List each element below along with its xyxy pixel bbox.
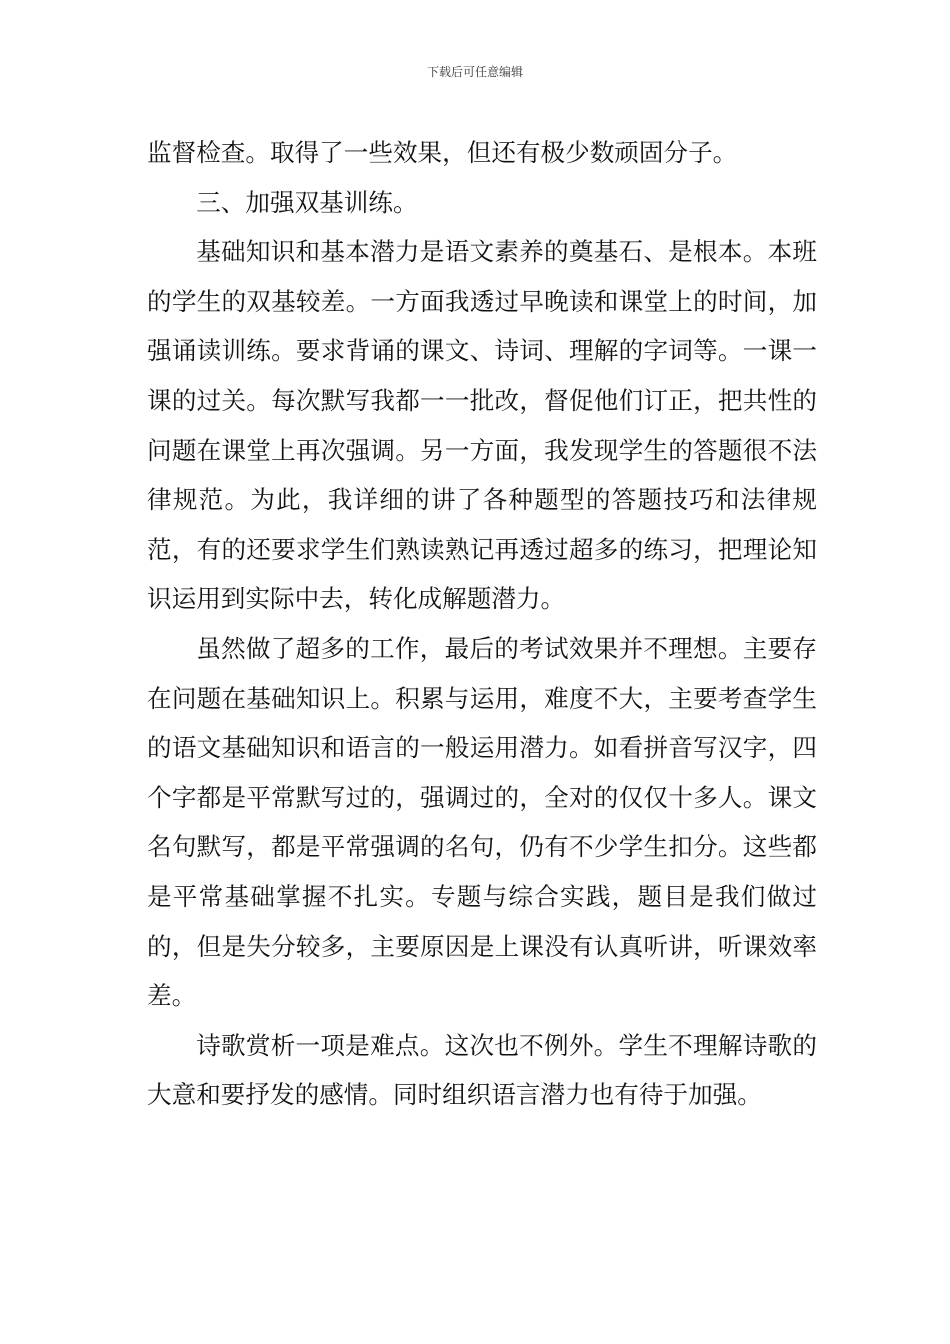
page-header: 下载后可任意编辑 xyxy=(426,65,523,79)
paragraph-3: 虽然做了超多的工作，最后的考试效果并不理想。主要存在问题在基础知识上。积累与运用，难度不大，主要考查学生的语文基础知识和语言的一般运用潜力。如看拼音写汉字，四个字都是平常默写过的，强调过的，全对的仅仅十多人。课文名句默写，都是平常强调的名句，仍有不少学生扣分。这些都是平常基础掌握不扎实。专题与综合实践，题目是我们做过的，但是失分较多，主要原因是上课没有认真听讲，听课效率差。 xyxy=(147,633,817,1011)
paragraph-1: 监督检查。取得了一些效果，但还有极少数顽固分子。 xyxy=(147,138,738,167)
paragraph-2: 基础知识和基本潜力是语文素养的奠基石、是根本。本班的学生的双基较差。一方面我透过早晚读和课堂上的时间，加强诵读训练。要求背诵的课文、诗词、理解的字词等。一课一课的过关。每次默写我都一一批改，督促他们订正，把共性的问题在课堂上再次强调。另一方面，我发现学生的答题很不法律规范。为此，我详细的讲了各种题型的答题技巧和法律规范，有的还要求学生们熟读熟记再透过超多的练习，把理论知识运用到实际中去，转化成解题潜力。 xyxy=(147,237,817,614)
document-body xyxy=(147,128,817,1120)
section-heading: 三、加强双基训练。 xyxy=(196,187,418,217)
paragraph-4: 诗歌赏析一项是难点。这次也不例外。学生不理解诗歌的大意和要抒发的感情。同时组织语言潜力也有待于加强。 xyxy=(147,1030,817,1110)
